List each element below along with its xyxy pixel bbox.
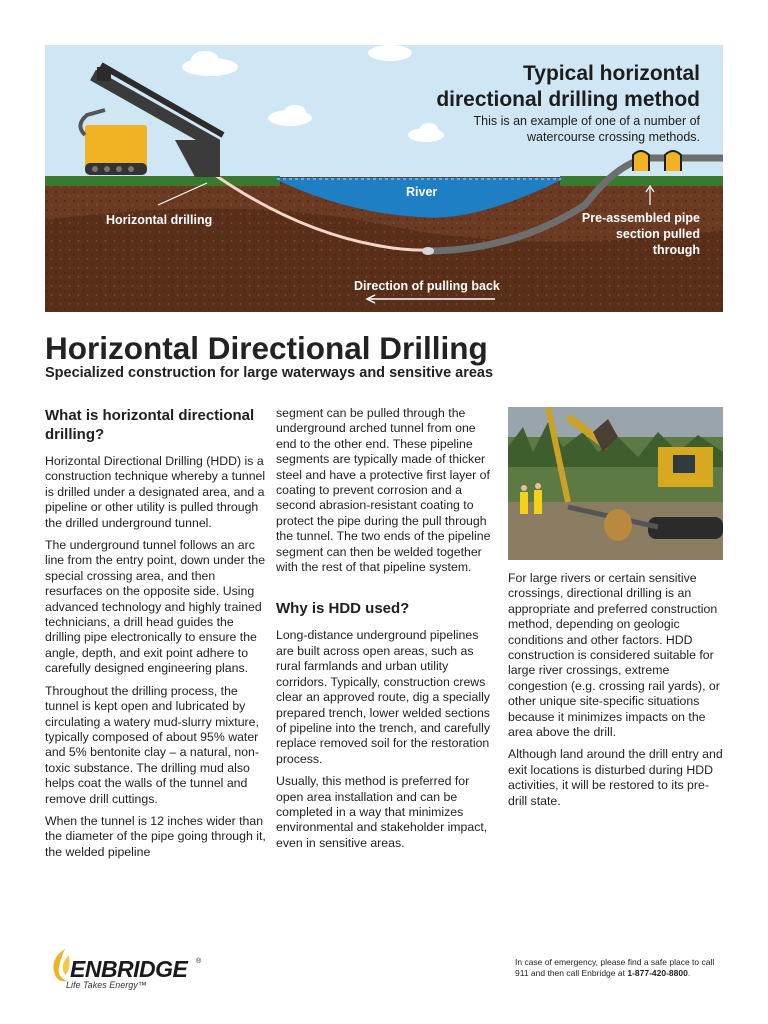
- paragraph: Usually, this method is preferred for open area installation and can be completed in a way that minimizes environmental and stakeholder impact, even in sensitive areas.: [276, 774, 488, 850]
- emergency-text: In case of emergency, please find a safe place to call 911 and then call Enbridge at: [515, 957, 715, 978]
- paragraph: When the tunnel is 12 inches wider than the diameter of the pipe going through it, the welded pipeline: [45, 813, 266, 859]
- paragraph: For large rivers or certain sensitive crossings, directional drilling is an appropriate and preferred construction method, depending on geologic conditions and other factors. HDD construction is considered suitable for large river crossings, extreme congestion (e.g. crossing rail yards), or other unique site-specific situations because it minimizes impacts on the area above the drill.: [508, 571, 720, 740]
- enbridge-logo: [45, 945, 215, 995]
- diagram-title-line-1: Typical horizontal: [523, 62, 700, 85]
- section-heading-what-is-hdd: What is horizontal directional drilling?: [45, 407, 255, 443]
- column-right: [508, 571, 723, 816]
- emergency-end: .: [687, 968, 691, 978]
- paragraph: Horizontal Directional Drilling (HDD) is a construction technique whereby a tunnel is drilled under a designated area, and a pipeline or other utility is pulled through the drilled underground tunnel.: [45, 454, 266, 530]
- paragraph: Long-distance underground pipelines are built across open areas, such as rural farmlands and urban utility corridors. Typically, construction crews clear an approved route, dig a specially prepared trench, lower welded sections of pipeline into the trench, and carefully replace removed soil for the restoration process.: [276, 628, 490, 766]
- diagram-title: [436, 61, 700, 113]
- emergency-phone: 1-877-420-8800: [627, 968, 688, 978]
- construction-site-image: [508, 407, 723, 560]
- paragraph: The underground tunnel follows an arc line from the entry point, down under the special crossing area, and then resurfaces on the opposite side. Using advanced technology and highly trained technicians, a drill head guides the drilling pipe electronically to ensure the angle, depth, and exit point adhere to carefully designed engineering plans.: [45, 538, 266, 676]
- horizontal-drilling-label: Horizontal drilling: [106, 213, 213, 227]
- column-middle: [276, 406, 494, 858]
- page-subtitle: Specialized construction for large waterways and sensitive areas: [45, 365, 494, 381]
- diagram-title-line-2: directional drilling method: [436, 88, 700, 111]
- river-label: River: [406, 185, 438, 199]
- column-left: [45, 406, 267, 867]
- section-heading-why-hdd: Why is HDD used?: [276, 600, 410, 618]
- paragraph: segment can be pulled through the underground arched tunnel from one end to the other end. These pipeline segments are typically made of thicker steel and have a protective first layer of coating to prevent corrosion and a second abrasion-resistant coating to protect the pipe during the pull through the tunnel. The two ends of the pipeline segment can then be welded together with the rest of that pipeline system.: [276, 406, 491, 575]
- hdd-diagram: [45, 45, 723, 312]
- diagram-subtitle: This is an example of one of a number of watercourse crossing methods.: [473, 114, 700, 144]
- reamer-head: [422, 247, 434, 255]
- page-title: Horizontal Directional Drilling: [45, 330, 488, 366]
- trademark-symbol: ®: [196, 958, 202, 965]
- brand-tagline: Life Takes Energy™: [66, 980, 147, 990]
- pre-assembled-pipe-label: Pre-assembled pipe section pulled through: [581, 211, 700, 257]
- emergency-notice: [515, 957, 725, 979]
- paragraph: Although land around the drill entry and exit locations is disturbed during HDD activities, it will be restored to its pre-drill state.: [508, 747, 723, 808]
- pulling-direction-label: Direction of pulling back: [354, 279, 500, 293]
- paragraph: Throughout the drilling process, the tunnel is kept open and lubricated by circulating a watery mud-slurry mixture, typically composed of about 95% water and 5% bentonite clay – a natural, non-toxic substance. The drilling mud also helps coat the walls of the tunnel and remove drill cuttings.: [45, 683, 259, 806]
- construction-photo: [508, 407, 723, 560]
- brand-name: ENBRIDGE: [70, 956, 188, 982]
